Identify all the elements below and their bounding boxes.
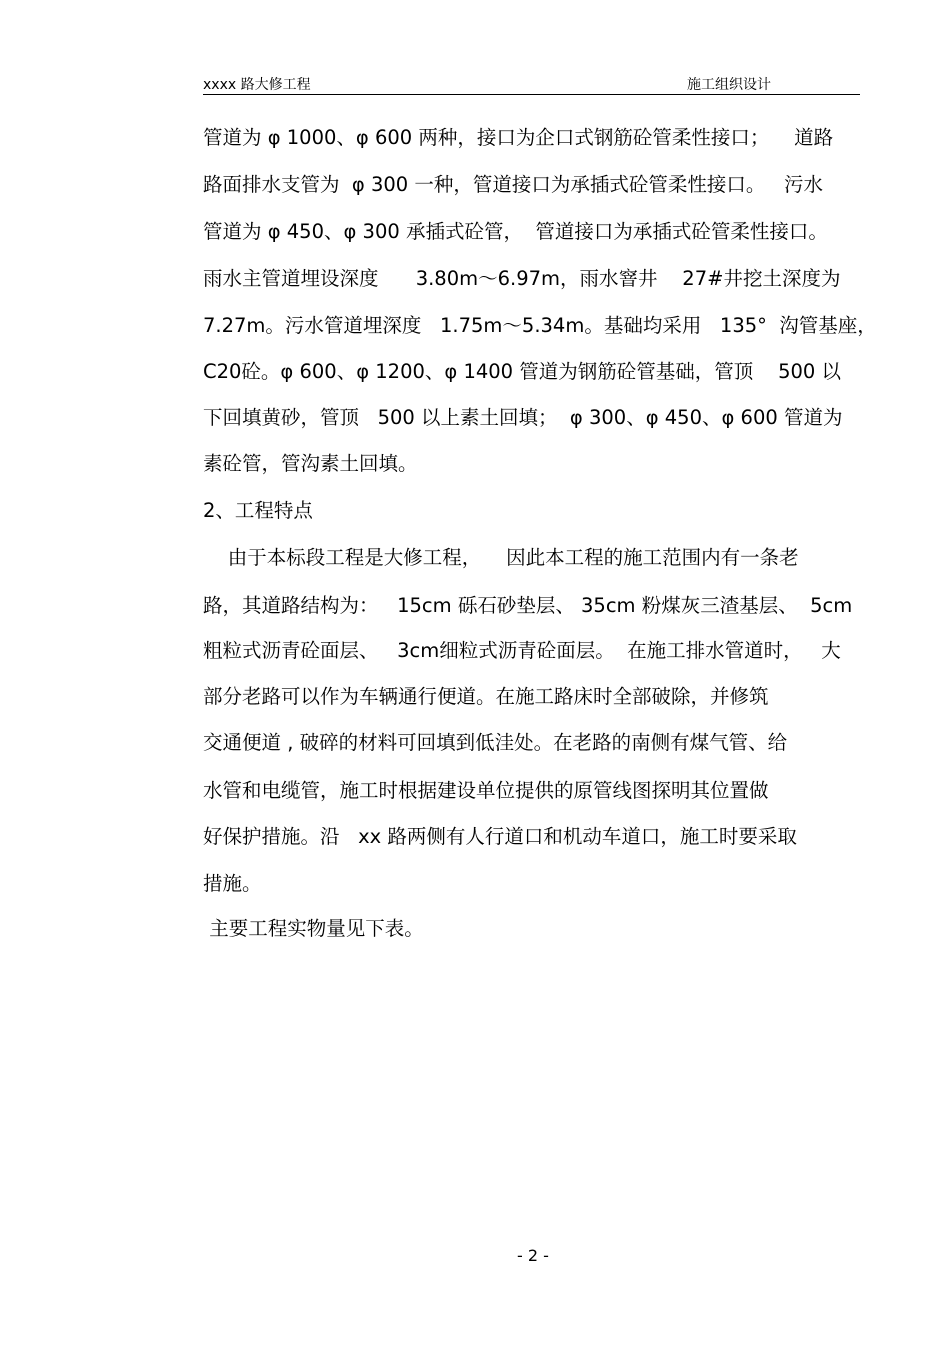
page-header bbox=[203, 72, 860, 95]
body-line: 措施。 bbox=[203, 872, 262, 895]
body-line: C20砼。φ 600、φ 1200、φ 1400 管道为钢筋砼管基础，管顶 500 以 bbox=[203, 360, 841, 383]
body-line: 路，其道路结构为： 15cm 砾石砂垫层、 35cm 粉煤灰三渣基层、 5cm bbox=[203, 594, 853, 617]
section-heading: 2、工程特点 bbox=[203, 499, 313, 522]
body-line: 路面排水支管为 φ 300 一种，管道接口为承插式砼管柔性接口。 污水 bbox=[203, 173, 823, 196]
body-line: 粗粒式沥青砼面层、 3cm细粒式沥青砼面层。 在施工排水管道时， 大 bbox=[203, 639, 841, 662]
body-line: 素砼管，管沟素土回填。 bbox=[203, 452, 418, 475]
page-number: - 2 - bbox=[517, 1246, 549, 1265]
body-line: 交通便道 , 破碎的材料可回填到低洼处。在老路的南侧有煤气管、给 bbox=[203, 731, 788, 754]
body-line: 雨水主管道埋设深度 3.80m～6.97m，雨水窨井 27#井挖土深度为 bbox=[203, 267, 841, 290]
body-line: 由于本标段工程是大修工程， 因此本工程的施工范围内有一条老 bbox=[203, 546, 799, 569]
body-line: 7.27m。污水管道埋深度 1.75m～5.34m。基础均采用 135° 沟管基座， bbox=[203, 314, 877, 337]
body-line: 好保护措施。沿 xx 路两侧有人行道口和机动车道口，施工时要采取 bbox=[203, 825, 797, 848]
body-line: 部分老路可以作为车辆通行便道。在施工路床时全部破除，并修筑 bbox=[203, 685, 769, 708]
body-line: 水管和电缆管，施工时根据建设单位提供的原管线图探明其位置做 bbox=[203, 779, 769, 802]
body-line: 管道为 φ 450、φ 300 承插式砼管， 管道接口为承插式砼管柔性接口。 bbox=[203, 220, 828, 243]
header-document-title: 施工组织设计 bbox=[687, 77, 771, 93]
body-line: 主要工程实物量见下表。 bbox=[203, 917, 424, 940]
body-line: 管道为 φ 1000、φ 600 两种，接口为企口式钢筋砼管柔性接口； 道路 bbox=[203, 126, 834, 149]
body-line: 下回填黄砂，管顶 500 以上素土回填； φ 300、φ 450、φ 600 管道为 bbox=[203, 406, 843, 429]
header-project-title: xxxx 路大修工程 bbox=[203, 77, 311, 93]
